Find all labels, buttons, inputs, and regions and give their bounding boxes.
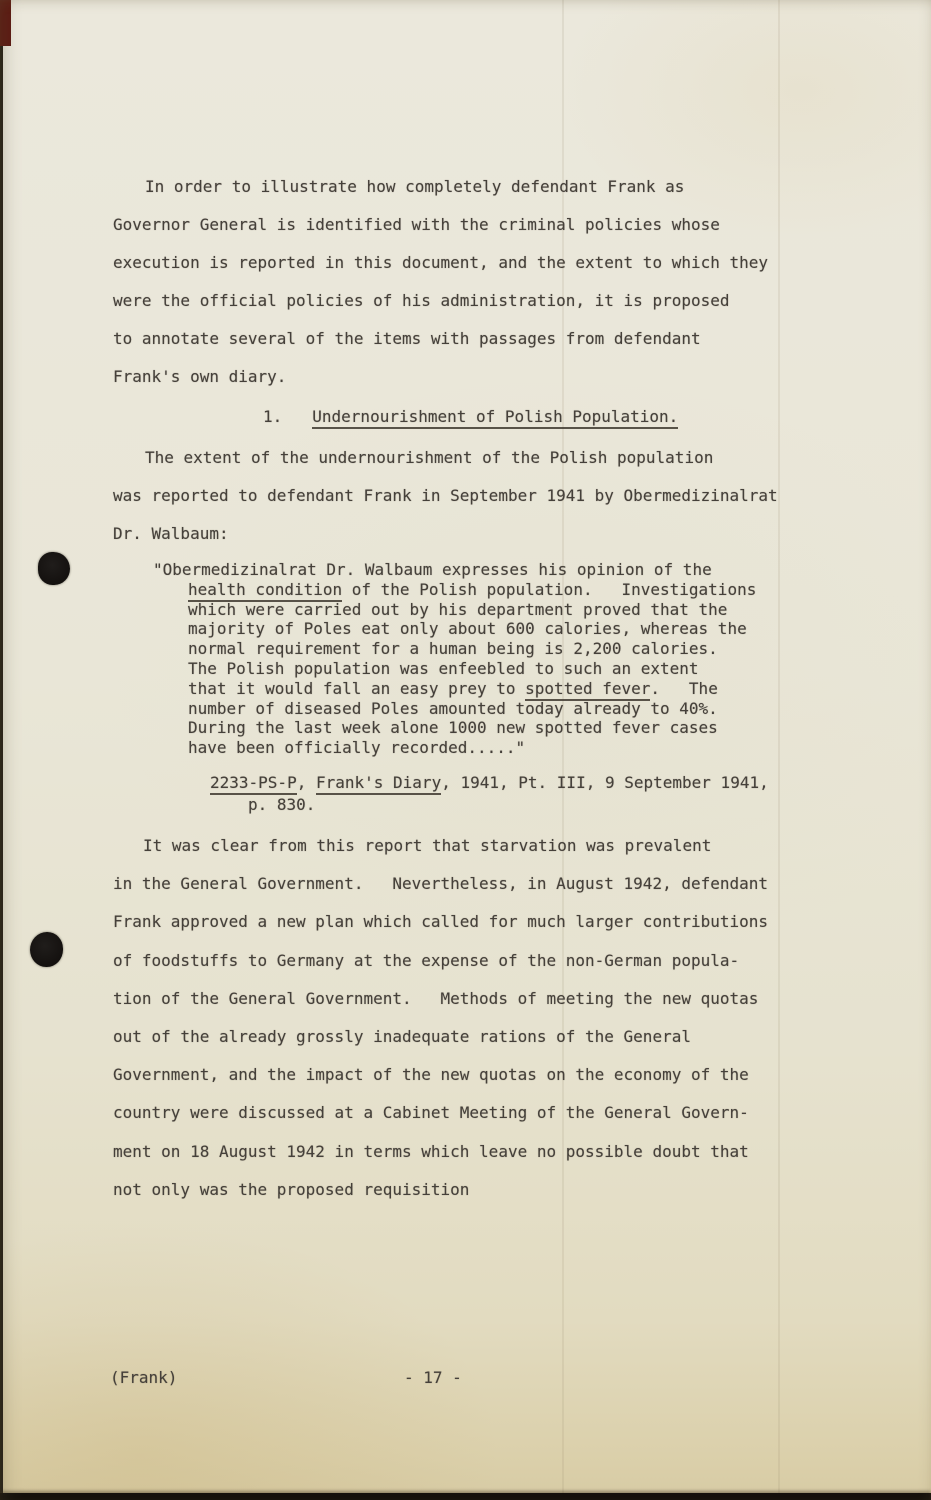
- paper-crease: [778, 0, 780, 1500]
- body-paragraph: [113, 835, 768, 1217]
- text-line: It was clear from this report that starvation was prevalent: [143, 836, 712, 855]
- text-segment: majority of Poles eat only about 600 calories, whereas the: [188, 619, 747, 639]
- scan-bottom-edge: [0, 1493, 931, 1500]
- scan-left-edge: [0, 0, 3, 1500]
- text-line: [153, 600, 756, 620]
- text-line: execution is reported in this document, and the extent to which they: [113, 253, 769, 272]
- text-segment: number of diseased Poles amounted today already to 40%.: [188, 698, 718, 718]
- underlined-text: spotted fever: [525, 679, 650, 701]
- text-line: The extent of the undernourishment of the Polish population: [145, 448, 714, 467]
- text-line: [153, 619, 756, 639]
- text-line: was reported to defendant Frank in September 1941 by Obermedizinalrat: [113, 486, 778, 505]
- citation-page-ref: p. 830.: [248, 795, 316, 814]
- text-segment: which were carried out by his department proved that the: [188, 599, 728, 619]
- footer-attribution: (Frank): [110, 1368, 178, 1387]
- quotation-block: [153, 560, 756, 758]
- text-segment: that it would fall an easy prey to: [188, 678, 526, 698]
- text-line: [153, 679, 756, 699]
- intro-paragraph: [113, 176, 768, 404]
- text-line: [153, 580, 756, 600]
- section-number: 1.: [263, 407, 283, 426]
- text-line: [153, 718, 756, 738]
- text-line: In order to illustrate how completely defendant Frank as: [145, 177, 685, 196]
- text-segment: have been officially recorded.....": [188, 738, 526, 758]
- underlined-text: health condition: [188, 580, 342, 602]
- page-number: - 17 -: [404, 1368, 462, 1387]
- text-line: out of the already grossly inadequate rations of the General: [113, 1026, 691, 1046]
- text-line: Frank approved a new plan which called for much larger contributions: [113, 912, 769, 932]
- text-segment: ,: [296, 773, 316, 792]
- text-segment: The Polish population was enfeebled to such an extent: [188, 658, 699, 678]
- text-segment: "Obermedizinalrat Dr. Walbaum expresses his opinion of the: [153, 560, 712, 579]
- text-line: country were discussed at a Cabinet Meeting of the General Govern-: [113, 1103, 749, 1123]
- text-line: [153, 659, 756, 679]
- section-heading: [263, 407, 678, 426]
- text-line: [153, 738, 756, 758]
- text-segment: normal requirement for a human being is 2,200 calories.: [188, 639, 718, 659]
- text-line: not only was the proposed requisition: [113, 1179, 470, 1199]
- lead-paragraph: [113, 447, 778, 561]
- section-title: Undernourishment of Polish Population.: [312, 407, 678, 429]
- text-line: ment on 18 August 1942 in terms which leave no possible doubt that: [113, 1141, 749, 1161]
- citation-block: [210, 773, 769, 815]
- text-line: to annotate several of the items with passages from defendant: [113, 329, 701, 348]
- hole-punch-top: [38, 552, 70, 585]
- text-line: [153, 639, 756, 659]
- text-line: [153, 560, 756, 580]
- hole-punch-bottom: [30, 932, 63, 967]
- text-line: [210, 773, 769, 795]
- text-line: Frank's own diary.: [113, 367, 287, 386]
- text-segment: , 1941, Pt. III, 9 September 1941,: [441, 773, 769, 792]
- text-line: were the official policies of his administration, it is proposed: [113, 291, 730, 310]
- text-line: [153, 699, 756, 719]
- citation-line: [210, 773, 769, 795]
- text-line: Dr. Walbaum:: [113, 524, 229, 543]
- underlined-text: 2233-PS-P: [210, 773, 297, 795]
- text-line: Governor General is identified with the criminal policies whose: [113, 215, 720, 234]
- text-line: in the General Government. Nevertheless, in August 1942, defendant: [113, 874, 769, 894]
- red-corner-mark: [0, 0, 11, 46]
- text-line: Government, and the impact of the new quotas on the economy of the: [113, 1065, 749, 1085]
- underlined-text: Frank's Diary: [316, 773, 441, 795]
- text-segment: . The: [650, 678, 718, 698]
- text-segment: of the Polish population. Investigations: [342, 579, 757, 599]
- text-segment: During the last week alone 1000 new spotted fever cases: [188, 718, 718, 738]
- text-line: tion of the General Government. Methods of meeting the new quotas: [113, 988, 759, 1008]
- text-line: of foodstuffs to Germany at the expense of the non-German popula-: [113, 950, 740, 970]
